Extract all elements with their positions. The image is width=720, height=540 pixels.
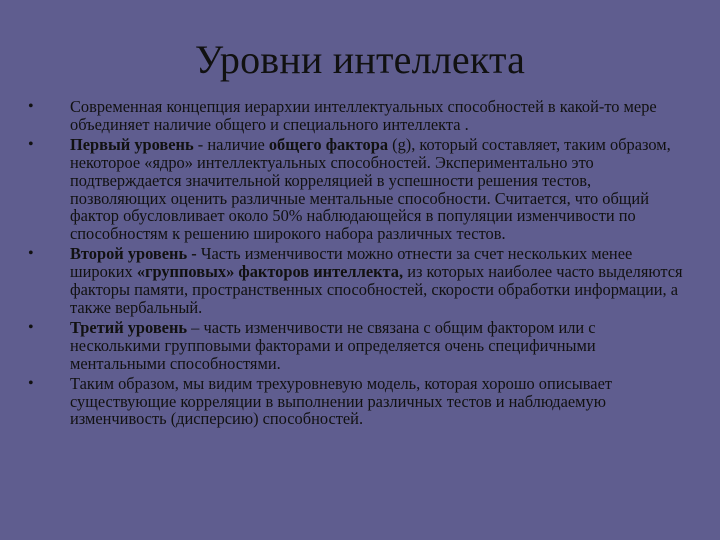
bullet-item-2	[28, 136, 688, 243]
bullet-item-3	[28, 245, 688, 317]
bullet-text: Часть изменчивости можно отнести за счет нескольких менее широких	[70, 244, 633, 282]
level-heading: Третий уровень	[70, 317, 188, 337]
bullet-text: Таким образом, мы видим трехуровневую модель, которая хорошо описывает существующие корреляции в выполнении различных тестов и наблюдаемую изменчивость (дисперсию) способностей.	[70, 373, 613, 429]
bullet-dot-icon: •	[28, 135, 34, 153]
bullet-text: (g), который составляет, таким образом, некоторое «ядро» интеллектуальных способностей. Экспериментально это подтверждается значительной корреляцией в успешности решения тестов, позволяющих оценить различные ментальные способности. Считается, что общий фактор обусловливает около 50% наблюдающейся в популяции изменчивости по способностям к решению широкого набора различных тестов.	[70, 134, 671, 244]
bullet-text: – часть изменчивости не связана с общим фактором или с несколькими групповыми факторами и определяется очень специфичными ментальными способностями.	[70, 317, 596, 373]
bullet-dot-icon: •	[28, 98, 34, 115]
level-heading: Первый уровень	[70, 134, 194, 154]
slide-title: Уровни интеллекта	[194, 37, 526, 82]
level-heading: Второй уровень -	[70, 244, 197, 264]
bullet-item-4	[28, 319, 688, 373]
bullet-list	[28, 98, 688, 430]
bullet-text: Современная концепция иерархии интеллектуальных способностей в какой-то мере объединяет наличие общего и специального интеллекта .	[70, 97, 657, 134]
bullet-dot-icon: •	[28, 318, 34, 336]
bullet-dot-icon: •	[28, 374, 34, 392]
emphasis-text: «групповых» факторов интеллекта,	[136, 262, 404, 282]
bullet-dot-icon: •	[28, 245, 34, 263]
bullet-text: - наличие	[193, 134, 269, 154]
bullet-item-1	[28, 98, 688, 134]
emphasis-text: общего фактора	[268, 134, 389, 154]
bullet-text: из которых наиболее часто выделяются факторы памяти, пространственных способностей, скорости обработки информации, а также вербальный.	[70, 262, 683, 317]
bullet-item-5	[28, 375, 688, 429]
